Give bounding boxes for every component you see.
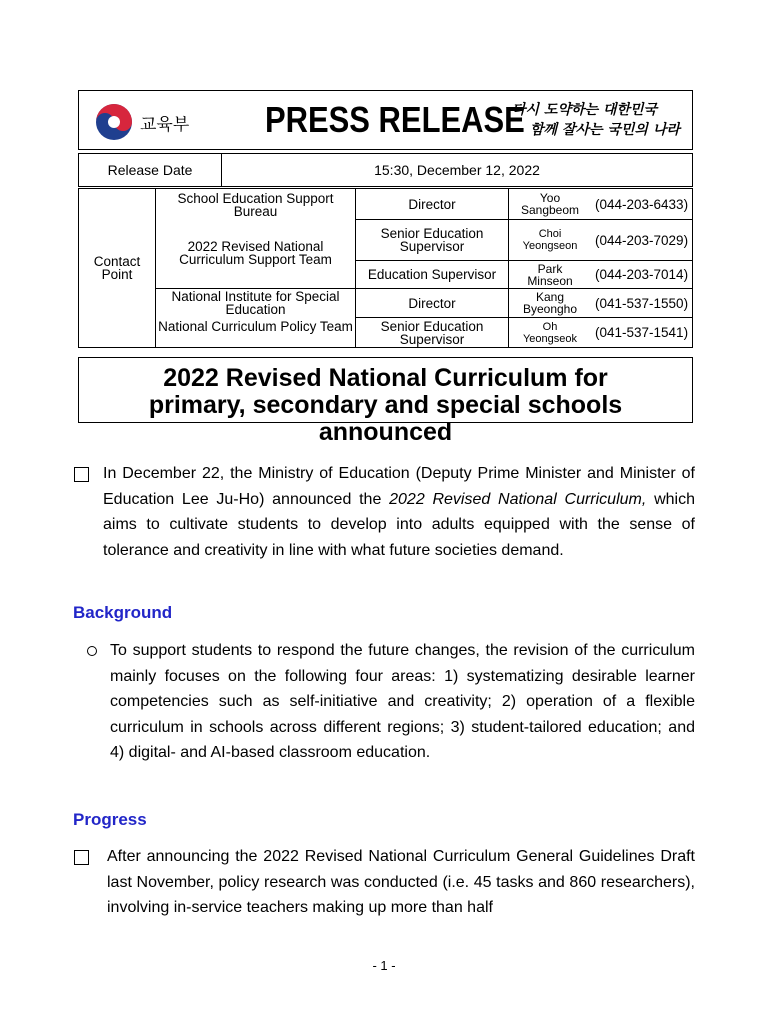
contact-table — [78, 188, 693, 348]
contact-title: Senior Education Supervisor — [356, 318, 509, 348]
government-slogan — [512, 100, 690, 140]
headline-line-2: primary, secondary and special schools announced — [148, 391, 623, 446]
circle-bullet-icon — [87, 646, 97, 656]
contact-phone: (044-203-7029) — [591, 220, 693, 261]
progress-text: After announcing the 2022 Revised National Curriculum General Guidelines Draft last November, policy research was conducted (i.e. 45 tasks and 860 researchers), involving in-service teachers making up more than half — [107, 848, 695, 916]
contact-title: Director — [356, 289, 509, 318]
contact-org-2 — [156, 289, 356, 348]
headline-line-1: 2022 Revised National Curriculum for — [163, 364, 608, 392]
release-date-table — [78, 153, 693, 187]
intro-text-1: In December 22, the Ministry of Education (Deputy Prime Minister and Minister of Education Lee Ju-Ho) announced the — [103, 465, 695, 508]
contact-name: Yoo Sangbeom — [509, 189, 592, 220]
intro-text-2: which aims to cultivate students to develop into adults equipped with the sense of tolerance and creativity in line with what future societies demand. — [103, 490, 695, 559]
checkbox-bullet-icon — [74, 467, 89, 482]
contact-name: Choi Yeongseon — [509, 220, 592, 261]
release-date-label: Release Date — [79, 154, 222, 187]
release-date-value: 15:30, December 12, 2022 — [222, 154, 693, 187]
contact-title: Director — [356, 189, 509, 220]
slogan-line-2: 함께 잘사는 국민의 나라 — [530, 122, 680, 138]
background-paragraph: To support students to respond the future changes, the revision of the curriculum mainly focuses on the following four areas: 1) systematizing desirable learner competencies such as self-initiative and creativity; 2) operation of a flexible curriculum in schools across different regions; 3) student-tailored education; and 4) digital- and AI-based classroom education. — [110, 642, 695, 761]
press-release-title: PRESS RELEASE — [265, 99, 525, 140]
org-1-team: 2022 Revised National Curriculum Support Team — [179, 239, 332, 267]
headline-box — [78, 357, 693, 446]
intro-paragraph — [103, 461, 695, 563]
org-2-team: National Curriculum Policy Team — [158, 319, 353, 334]
ministry-name: 교육부 — [140, 114, 190, 135]
contact-title: Senior Education Supervisor — [356, 220, 509, 261]
taegeuk-icon — [94, 102, 134, 142]
curriculum-title-italic: 2022 Revised National Curriculum, — [389, 490, 647, 508]
ministry-logo — [94, 102, 204, 142]
checkbox-bullet-icon — [74, 850, 89, 865]
progress-paragraph — [107, 844, 695, 921]
contact-point-label — [79, 189, 156, 348]
contact-title: Education Supervisor — [356, 261, 509, 289]
background-heading: Background — [73, 603, 173, 622]
contact-name: Kang Byeongho — [509, 289, 592, 318]
progress-heading: Progress — [73, 810, 147, 829]
org-2-name: National Institute for Special Education — [171, 289, 340, 317]
contact-label-line-2: Point — [101, 267, 133, 282]
page-number: - 1 - — [372, 958, 396, 973]
contact-name: Park Minseon — [509, 261, 592, 289]
contact-label-line-1: Contact — [93, 254, 141, 269]
contact-phone: (044-203-7014) — [591, 261, 693, 289]
contact-phone: (044-203-6433) — [591, 189, 693, 220]
contact-phone: (041-537-1550) — [591, 289, 693, 318]
contact-name: Oh Yeongseok — [509, 318, 592, 348]
slogan-line-1: 다시 도약하는 대한민국 — [512, 102, 657, 118]
contact-phone: (041-537-1541) — [591, 318, 693, 348]
contact-org-1 — [156, 189, 356, 289]
org-1-name: School Education Support Bureau — [177, 191, 334, 219]
